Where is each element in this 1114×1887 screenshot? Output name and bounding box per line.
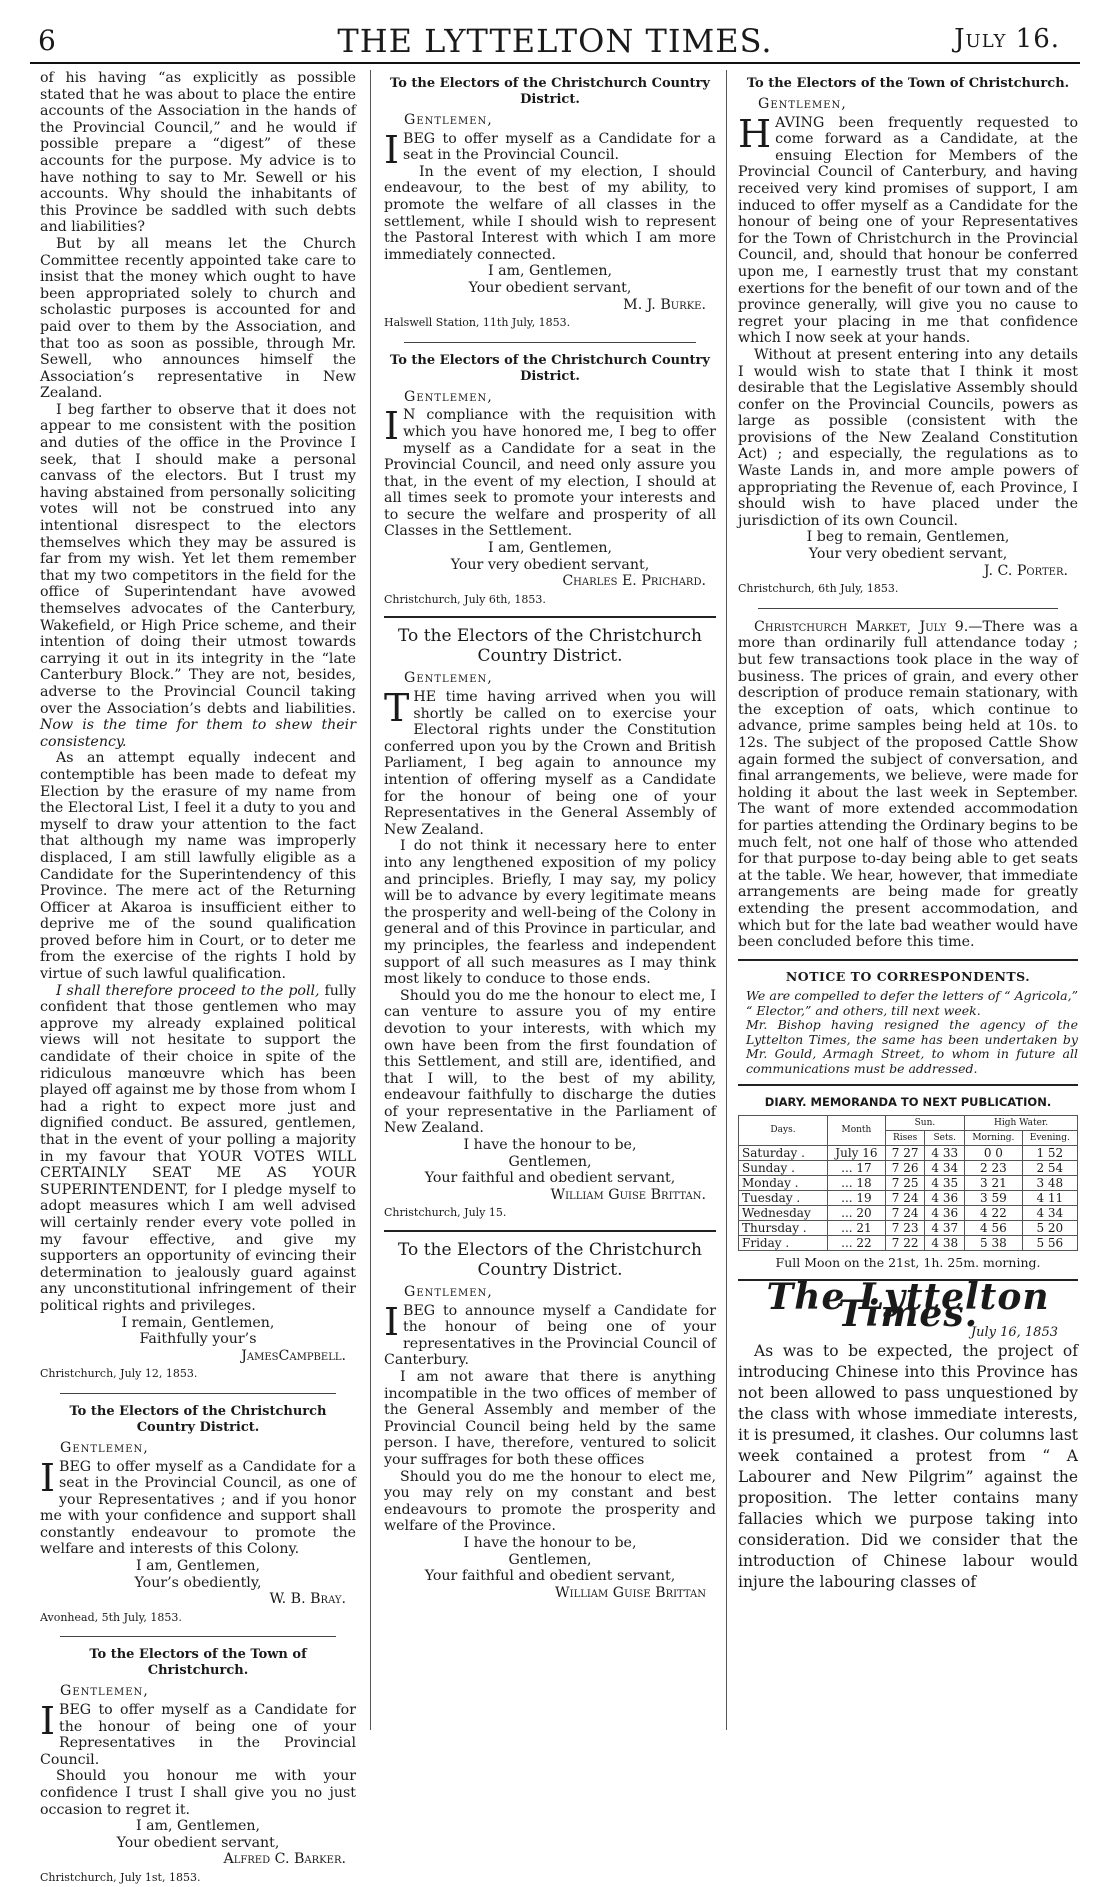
column-2 — [384, 70, 716, 1730]
diary-row — [739, 1160, 1078, 1175]
diary-row — [739, 1220, 1078, 1235]
column-1 — [40, 70, 356, 1884]
diary-row — [739, 1235, 1078, 1250]
full-moon-note: Full Moon on the 21st, 1h. 25m. morning. — [775, 1254, 1041, 1270]
diary-cell: ... 19 — [827, 1190, 885, 1205]
diary-cell: 7 22 — [885, 1235, 925, 1250]
campbell-para-3: I beg farther to observe that it does not appear to me consistent with the position and duties of the office in the Province I seek, that I should make a personal canvass of the electors. But I trust my having abstained from personally soliciting votes will not be construed into any intentional disrespect to the electors themselves which they may be assured is far from my wish. Yet let them remember that my two competitors in the field for the office of Superintendant have avowed themselves advocates of the Canterbury, Wakefield, or High Price scheme, and their intention of doing their utmost towards carrying it out in its integrity in the “late Canterbury Block.” They are not, besides, adverse to the Provincial Council taking over the Association’s debts and liabilities. Now is the time for them to shew their consistency. — [40, 401, 356, 750]
campbell-para-5: I shall therefore proceed to the poll, fully confident that those gentlemen who may approve my already explained political views will not hesitate to support the candidate of their choice in spite of the ridiculous manœuvre which has been played off against me by those from whom I had a right to expect more just and dignified conduct. Be assured, gentlemen, that in the event of your polling a majority in my favour that YOUR VOTES WILL CERTAINLY SEAT ME AS YOUR SUPERINTENDENT, for I pledge myself to adopt measures which I am well advised will certainly render every vote polled in my favour effective, and give my supporters an opportunity of evincing their determination to jealously guard against any unconstitutional infringement of their political rights and privileges. — [40, 982, 356, 1314]
notice-body: Should you do me the honour to elect me, you may rely on my constant and best endeavours to promote the prosperity and welfare of the Province. — [384, 1468, 716, 1535]
drop-cap: I — [40, 1699, 56, 1744]
notice-heading: To the Electors of the Christchurch Country District. — [390, 76, 710, 107]
closing-line: Your faithful and obedient servant, — [424, 1568, 676, 1585]
diary-cell: Saturday . — [739, 1145, 828, 1160]
diary-cell: 4 37 — [925, 1220, 965, 1235]
dateline: Halswell Station, 11th July, 1853. — [384, 316, 571, 330]
closing-line: I am, Gentlemen, — [135, 1558, 261, 1575]
notice-body: IBEG to announce myself a Candidate for the honour of being one of your representatives in the Provincial Council of Canterbury. — [384, 1299, 716, 1369]
diary-cell: 7 27 — [885, 1145, 925, 1160]
closing-line: Your obedient servant, — [116, 1834, 280, 1851]
campbell-para-4: As an attempt equally indecent and contemptible has been made to defeat my Election by the erasure of my name from the Electoral List, I feel it a duty to you and myself to draw your attention to the fact that although my name was improperly displaced, I am still lawfully eligible as a Candidate for the Superintendency of this Province. The mere act of the Returning Officer at Akaroa is insufficient either to deprive me of the sound qualification proved before him in Court, or to deter me from the exercise of the rights I hold by virtue of such lawful qualification. — [40, 750, 356, 983]
diary-cell: Thursday . — [739, 1220, 828, 1235]
divider — [738, 959, 1078, 961]
campbell-para-1: of his having “as explicitly as possible stated that he was about to place the entire accounts of the Association in the hands of the Provincial Council,” and he would if possible prepare a “digest” of these accounts for the purpose. My advice is to have nothing to say to Mr. Sewell or his accounts. Why should the inhabitants of this Province be saddled with such debts and liabilities? — [40, 70, 356, 236]
salutation: Gentlemen, — [60, 1439, 149, 1456]
diary-table — [738, 1115, 1078, 1251]
diary-cell: 3 48 — [1022, 1175, 1077, 1190]
notice-heading: To the Electors of the Christchurch Country District. — [390, 352, 710, 384]
dateline: Christchurch, July 6th, 1853. — [384, 592, 546, 606]
diary-cell: 2 54 — [1022, 1160, 1077, 1175]
diary-heading: DIARY. MEMORANDA TO NEXT PUBLICATION. — [764, 1095, 1052, 1110]
diary-cell: 5 56 — [1022, 1235, 1077, 1250]
divider — [60, 1636, 336, 1637]
col-header: High Water. — [965, 1115, 1078, 1130]
diary-cell: ... 17 — [827, 1160, 885, 1175]
diary-cell: 4 56 — [965, 1220, 1023, 1235]
diary-cell: 5 20 — [1022, 1220, 1077, 1235]
notice-body: I N compliance with the requisition with which you have honored me, I beg to offer myself as a Candidate for a seat in the Provincial Council, and need only assure you that, in the event of my election, I should at all times seek to promote your interests and to secure the welfare and prosperity of all Classes in the Settlement. — [384, 404, 716, 540]
closing-line: I am, Gentlemen, — [135, 1818, 261, 1835]
diary-cell: 3 21 — [965, 1175, 1023, 1190]
drop-cap: I — [384, 127, 400, 172]
closing-line: Faithfully your’s — [139, 1331, 257, 1348]
diary-cell: 3 59 — [965, 1190, 1023, 1205]
signature: M. J. Burke. — [623, 296, 706, 313]
diary-cell: 7 26 — [885, 1160, 925, 1175]
salutation: Gentlemen, — [404, 388, 493, 405]
diary-cell: 4 38 — [925, 1235, 965, 1250]
diary-cell: 7 24 — [885, 1190, 925, 1205]
col-header: Morning. — [965, 1130, 1023, 1145]
diary-row — [739, 1145, 1078, 1160]
col-header: Month — [827, 1115, 885, 1145]
editorial-title: The Lyttelton Times. — [766, 1276, 1050, 1336]
notice-heading: To the Electors of the Town of Christchurch. — [746, 76, 1070, 91]
notice-body: I am not aware that there is anything incompatible in the two offices of member of the General Assembly and member of the Provincial Council being held by the same person. I have, therefore, ventured to solicit your suffrages for both these offices — [384, 1369, 716, 1468]
col-header: Evening. — [1022, 1130, 1077, 1145]
diary-cell: 7 25 — [885, 1175, 925, 1190]
diary-cell: July 16 — [827, 1145, 885, 1160]
notice-body: IBEG to offer myself as a Candidate for a seat in the Provincial Council, as one of your Representatives ; and if you honor me with your confidence and support shall constantly endeavour to promote the welfare and interests of this Colony. — [40, 1455, 356, 1558]
drop-cap: I — [384, 404, 400, 449]
closing-line: Your faithful and obedient servant, — [424, 1170, 676, 1187]
divider — [738, 1084, 1078, 1086]
notice-body: I do not think it necessary here to enter into any lengthened exposition of my policy and principles. Briefly, I may say, my policy will be to advance by every legitimate means the prosperity and well-being of the Colony in general and of this Province in particular, and my principles, the fearless and independent support of all such measures as I may think most likely to conduce to those ends. — [384, 838, 716, 988]
diary-row — [739, 1175, 1078, 1190]
divider — [384, 616, 716, 618]
diary-cell: 4 36 — [925, 1190, 965, 1205]
diary-cell: 7 24 — [885, 1205, 925, 1220]
closing-line: I have the honour to be, — [463, 1534, 637, 1551]
notice-text: We are compelled to defer the letters of “ Agricola,” “ Elector,” and others, till next week. — [746, 988, 1078, 1018]
notice-heading: To the Electors of the Christchurch Country District. — [69, 1403, 327, 1435]
drop-cap: T — [384, 686, 410, 731]
diary-cell: Monday . — [739, 1175, 828, 1190]
divider — [384, 1230, 716, 1232]
column-rule — [726, 70, 727, 1730]
masthead — [30, 18, 1080, 64]
closing-line: Your very obedient servant, — [450, 556, 650, 573]
closing-line: Your obedient servant, — [468, 279, 632, 296]
diary-cell: Wednesday — [739, 1205, 828, 1220]
notice-body: HAVING been frequently requested to come forward as a Candidate, at the ensuing Election for Members of the Provincial Council of Canterbury, and having received very kind promises of support, I am induced to offer myself as a Candidate for the honour of being one of your Representatives for the Town of Christchurch in the Provincial Council, and, should that honour be conferred upon me, I earnestly trust that my constant exertions for the benefit of our town and of the province generally, will give you no cause to regret your placing in me that confidence which I now seek at your hands. — [738, 111, 1078, 347]
divider — [758, 608, 1058, 609]
signature: W. B. Bray. — [269, 1591, 346, 1608]
page-number: 6 — [38, 24, 56, 57]
dateline: Christchurch, July 1st, 1853. — [40, 1870, 201, 1884]
salutation: Gentlemen, — [60, 1683, 149, 1700]
diary-cell: ... 18 — [827, 1175, 885, 1190]
diary-cell: 4 22 — [965, 1205, 1023, 1220]
dateline: Christchurch, July 12, 1853. — [40, 1367, 198, 1381]
issue-date: July 16. — [954, 24, 1060, 54]
signature: William Guise Brittan. — [550, 1186, 706, 1203]
closing-line: I am, Gentlemen, — [487, 540, 613, 557]
diary-cell: ... 22 — [827, 1235, 885, 1250]
signature: Charles E. Prichard. — [562, 573, 706, 590]
signature: William Guise Brittan — [555, 1584, 706, 1601]
diary-cell: 4 36 — [925, 1205, 965, 1220]
campbell-para-2: But by all means let the Church Committee recently appointed take care to insist that the money which ought to have been appropriated solely to church and scholastic purposes is accounted for and paid over to them by the Association, and that too as soon as possible, through Mr. Sewell, who announces himself the Association’s representative in New Zealand. — [40, 235, 356, 402]
diary-cell: ... 21 — [827, 1220, 885, 1235]
drop-cap: I — [40, 1455, 56, 1500]
notice-body: THE time having arrived when you will shortly be called on to exercise your Electoral rights under the Constitution conferred upon you by the Crown and British Parliament, I beg again to announce my intention of offering myself as a Candidate for the honour of being one of your Representatives in the General Assembly of New Zealand. — [384, 686, 716, 838]
notice-text: Mr. Bishop having resigned the agency of the Lyttelton Times, the same has been undertaken by Mr. Gould, Armagh Street, to whom in future all communications must be addressed. — [746, 1017, 1078, 1076]
diary-cell: 1 52 — [1022, 1145, 1077, 1160]
col-header: Rises — [885, 1130, 925, 1145]
newspaper-title: THE LYTTELTON TIMES. — [337, 22, 773, 60]
closing-line: I remain, Gentlemen, — [121, 1314, 275, 1331]
drop-cap: H — [738, 111, 772, 156]
notice-body: In the event of my election, I should endeavour, to the best of my ability, to promote the welfare of all classes in the settlement, while I should wish to represent the Pastoral Interest with which I am more immediately connected. — [384, 163, 716, 263]
salutation: Gentlemen, — [404, 1284, 493, 1301]
diary-cell: 4 34 — [925, 1160, 965, 1175]
notice-heading: To the Electors of the Christchurch Country District. — [398, 1240, 702, 1281]
editorial-text: As was to be expected, the project of introducing Chinese into this Province has not been allowed to pass unquestioned by the class with whose immediate interests, it is presumed, it clashes. Our columns last week contained a protest from “ A Labourer and New Pilgrim” against the proposition. The letter contains many fallacies which we purpose taking into consideration. Did we consider that the introduction of Chinese labour would injure the labouring classes of — [738, 1342, 1078, 1592]
closing-line: Your’s obediently, — [134, 1574, 262, 1591]
notice-body: IBEG to offer myself as a Candidate for a seat in the Provincial Council. — [384, 127, 716, 172]
closing-line: Gentlemen, — [508, 1153, 592, 1170]
dateline: Christchurch, 6th July, 1853. — [738, 582, 899, 596]
col-header: Sun. — [885, 1115, 964, 1130]
dateline: Christchurch, July 15. — [384, 1206, 507, 1220]
divider — [60, 1393, 336, 1394]
diary-cell: 4 34 — [1022, 1205, 1077, 1220]
drop-cap: I — [384, 1299, 400, 1344]
diary-cell: Tuesday . — [739, 1190, 828, 1205]
salutation: Gentlemen, — [758, 96, 847, 112]
editorial-date: July 16, 1853 — [970, 1324, 1058, 1340]
notice-to-correspondents-heading: NOTICE TO CORRESPONDENTS. — [785, 968, 1031, 984]
market-report: Christchurch Market, July 9.—There was a more than ordinarily full attendance today ; but few transactions took place in the way of business. The prices of grain, and every other description of produce remain stationary, with the exception of oats, which continue to advance, prime samples being held at 10s. to 12s. The subject of the proposed Cattle Show again formed the subject of conversation, and final arrangements, we believe, were made for holding it about the last week in September. The want of more extended accommodation for parties attending the Ordinary begins to be much felt, not one half of those who attended for that purpose to-day being able to get seats at the table. We hear, however, that immediate arrangements are being made for greatly extending the present accommodation, and which but for the late bad weather would have been concluded before this time. — [738, 618, 1078, 951]
signature: J. C. Porter. — [983, 562, 1068, 579]
diary-cell: 4 35 — [925, 1175, 965, 1190]
column-3 — [738, 70, 1078, 1730]
column-rule — [370, 70, 371, 1730]
salutation: Gentlemen, — [404, 670, 493, 687]
dateline: Avonhead, 5th July, 1853. — [40, 1610, 182, 1624]
diary-cell: 2 23 — [965, 1160, 1023, 1175]
notice-body: IBEG to offer myself as a Candidate for the honour of being one of your Representatives in the Provincial Council. — [40, 1699, 356, 1768]
diary-cell: 5 38 — [965, 1235, 1023, 1250]
signature: JamesCampbell. — [241, 1347, 346, 1364]
diary-cell: Friday . — [739, 1235, 828, 1250]
notice-heading: To the Electors of the Town of Christchurch. — [89, 1647, 307, 1679]
diary-cell: Sunday . — [739, 1160, 828, 1175]
col-header: Sets. — [925, 1130, 965, 1145]
diary-cell: 7 23 — [885, 1220, 925, 1235]
diary-cell: 4 11 — [1022, 1190, 1077, 1205]
closing-line: I beg to remain, Gentlemen, — [806, 529, 1010, 546]
notice-body: Should you honour me with your confidence I trust I shall give you no just occasion to regret it. — [40, 1768, 356, 1818]
diary-cell: 0 0 — [965, 1145, 1023, 1160]
divider — [404, 342, 696, 343]
col-header: Days. — [739, 1115, 828, 1145]
signature: Alfred C. Barker. — [223, 1851, 346, 1868]
diary-row — [739, 1190, 1078, 1205]
notice-body: Without at present entering into any details I would wish to state that I think it most desirable that the Legislative Assembly should confer on the Provincial Councils, powers as large as possible (consistent with the provisions of the New Zealand Constitution Act) ; and especially, the regulations as to Waste Lands in, and more ample powers of appropriating the Revenue of, each Province, I should wish to have placed under the jurisdiction of its own Council. — [738, 346, 1078, 529]
diary-cell: ... 20 — [827, 1205, 885, 1220]
closing-line: I am, Gentlemen, — [487, 263, 613, 280]
diary-cell: 4 33 — [925, 1145, 965, 1160]
closing-line: Your very obedient servant, — [808, 546, 1008, 563]
closing-line: Gentlemen, — [508, 1551, 592, 1568]
salutation: Gentlemen, — [404, 112, 493, 128]
notice-body: Should you do me the honour to elect me, I can venture to assure you of my entire devotion to your interests, with which my own have been from the first foundation of this Settlement, and still are, identified, and that I will, to the best of my ability, endeavour faithfully to discharge the duties of your representative in the Parliament of New Zealand. — [384, 987, 716, 1137]
closing-line: I have the honour to be, — [463, 1137, 637, 1154]
notice-heading: To the Electors of the Christchurch Country District. — [398, 626, 702, 667]
diary-row — [739, 1205, 1078, 1220]
